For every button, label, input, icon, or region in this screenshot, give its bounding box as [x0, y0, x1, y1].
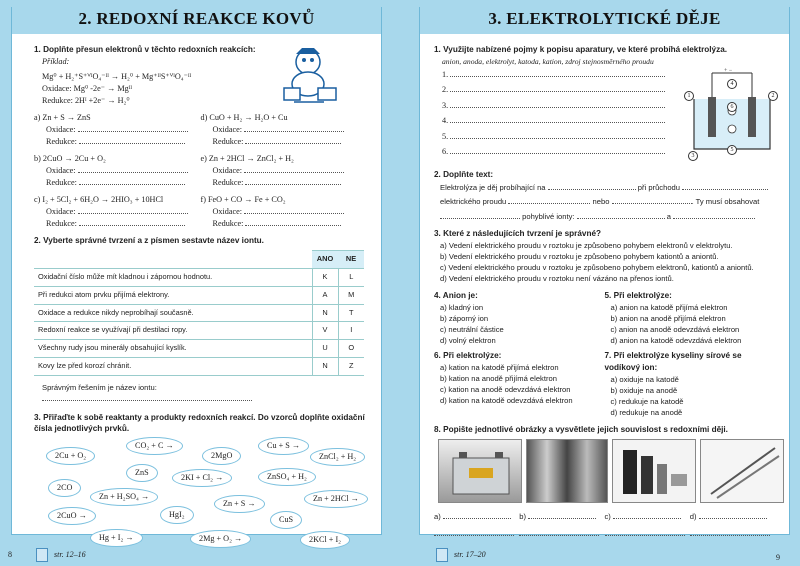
fill-text-part: elektrického proudu: [440, 197, 507, 207]
car-battery-photo: [438, 439, 522, 503]
book-icon: [436, 548, 448, 562]
fill-text-part: . Ty musí obsahovat: [691, 197, 760, 207]
option[interactable]: d) redukuje na anodě: [610, 407, 683, 417]
bubble[interactable]: ZnS: [126, 464, 158, 482]
left-page-title: 2. REDOXNÍ REAKCE KOVŮ: [12, 4, 381, 34]
mascot-illustration: [274, 46, 344, 106]
fill-text: [434, 181, 775, 224]
answer-line[interactable]: [78, 172, 188, 173]
answer-line[interactable]: [244, 172, 344, 173]
radiator-photo: [526, 439, 608, 503]
answer-line[interactable]: [450, 76, 665, 77]
reduction-label: Redukce:: [46, 218, 77, 228]
photo-answer-row-2: [434, 528, 775, 539]
option[interactable]: b) záporný ion: [440, 313, 489, 323]
reduction-label: Redukce:: [212, 218, 244, 228]
electrolysis-diagram: [684, 67, 780, 163]
photo-label: c): [604, 511, 611, 521]
option[interactable]: a) Vedení elektrického proudu v roztoku je způsobeno pohybem elektronů v elektrolytu.: [440, 240, 733, 250]
bubble[interactable]: 2CuO →: [48, 507, 96, 525]
fill-text-part: pohyblivé ionty:: [522, 211, 575, 221]
right-page-number: 9: [776, 553, 780, 562]
answer-line[interactable]: [450, 138, 665, 139]
left-page-ref: str. 12–16: [54, 549, 86, 559]
page-gutter: [395, 7, 407, 535]
reduction-label: Redukce:: [212, 177, 244, 187]
answer-line[interactable]: [605, 535, 685, 536]
bubble[interactable]: ZnSO₄ + H₂: [258, 468, 316, 486]
reaction-equation: c) I₂ + 5Cl₂ + 6H₂O → 2HIO₃ + 10HCl: [34, 194, 164, 204]
reaction-b: [34, 153, 201, 189]
line-num: 3.: [442, 100, 449, 110]
reaction-d: [201, 112, 368, 148]
left-footer: [8, 548, 86, 562]
answer-line[interactable]: [577, 218, 665, 219]
option[interactable]: d) anion na katodě odevzdává elektron: [610, 335, 742, 345]
line-num: 5.: [442, 131, 449, 141]
reaction-f: [201, 194, 368, 230]
reaction-c: [34, 194, 201, 230]
option[interactable]: d) kation na katodě odevzdává elektron: [440, 395, 573, 405]
fill-text-part: nebo: [592, 197, 610, 207]
reaction-col-left: [34, 112, 201, 229]
oxidation-label: Oxidace:: [46, 166, 76, 176]
svg-text:+ −: + −: [724, 67, 733, 74]
photo-strip: [434, 439, 775, 505]
answer-line[interactable]: [245, 143, 341, 144]
yes-header: ANO: [312, 251, 338, 269]
reduction-label: Redukce:: [46, 137, 77, 147]
bubble[interactable]: Zn + 2HCl →: [304, 490, 368, 508]
fill-text-part: při průchodu: [637, 182, 680, 192]
answer-line[interactable]: [79, 184, 185, 185]
line-num: 6.: [442, 147, 449, 157]
answer-line[interactable]: [690, 535, 770, 536]
answer-line[interactable]: [440, 218, 520, 219]
bubble[interactable]: Hg + I₂ →: [90, 529, 143, 547]
q2-heading: 2. Vyberte správné tvrzení a z písmen sestavte název iontu.: [34, 236, 264, 246]
line-num: 2.: [442, 85, 449, 95]
example-reduction: Redukce: 2Hᴵ +2e⁻ → H₂⁰: [42, 95, 130, 105]
reaction-equation: a) Zn + S → ZnS: [34, 113, 91, 123]
q6-heading: 6. Při elektrolýze:: [434, 350, 502, 360]
batteries-photo: [612, 439, 696, 503]
terms-list: anion, anoda, elektrolyt, katoda, kation, zdroj stejnosměrného proudu: [442, 56, 654, 66]
reduction-label: Redukce:: [46, 177, 77, 187]
answer-line[interactable]: [443, 518, 511, 519]
option[interactable]: c) redukuje na katodě: [610, 396, 684, 406]
yes-no-table: [34, 250, 364, 375]
table-row: Redoxní reakce se využívají při destilaci ropy. V I: [34, 322, 364, 340]
right-footer: [436, 548, 486, 562]
answer-line[interactable]: [548, 189, 636, 190]
r-q2-heading: 2. Doplňte text:: [434, 169, 494, 179]
answer-line[interactable]: [450, 107, 665, 108]
bubble[interactable]: Zn + S →: [214, 495, 265, 513]
reaction-a: [34, 112, 201, 148]
answer-line[interactable]: [450, 153, 665, 154]
q7-heading: 7. Při elektrolýze kyseliny sírové se vodíkový ion:: [604, 350, 742, 372]
reaction-equation: f) FeO + CO → Fe + CO₂: [200, 194, 286, 204]
diagram-label: 1: [684, 91, 694, 101]
q5-heading: 5. Při elektrolýze:: [604, 290, 672, 300]
no-header: NE: [338, 251, 364, 269]
reaction-e: [201, 153, 368, 189]
answer-line[interactable]: [245, 184, 341, 185]
right-page: [419, 7, 790, 535]
right-page-ref: str. 17–20: [454, 549, 486, 559]
line-num: 1.: [442, 69, 449, 79]
diagram-label: 2: [768, 91, 778, 101]
reaction-equation: d) CuO + H₂ → H₂O + Cu: [200, 113, 288, 123]
reaction-equation: b) 2CuO → 2Cu + O₂: [34, 154, 106, 164]
oxidation-label: Oxidace:: [46, 206, 76, 216]
book-icon: [36, 548, 48, 562]
option[interactable]: c) anion na anodě odevzdává elektron: [610, 324, 740, 334]
option[interactable]: b) Vedení elektrického proudu v roztoku je způsobeno pohybem kationtů a aniontů.: [440, 251, 719, 261]
example-label: Příklad:: [42, 56, 70, 66]
example-oxidation: Oxidace: Mg⁰ -2e⁻ → Mgᴵᴵ: [42, 83, 133, 93]
table-row: Kovy lze před korozí chránit. N Z: [34, 357, 364, 375]
option[interactable]: c) kation na anodě odevzdává elektron: [440, 384, 571, 394]
option[interactable]: b) anion na anodě přijímá elektron: [610, 313, 726, 323]
answer-line[interactable]: [244, 131, 344, 132]
q4-q5-row: [434, 290, 775, 346]
bubble[interactable]: CuS: [270, 511, 302, 529]
reduction-label: Redukce:: [212, 137, 244, 147]
option[interactable]: b) kation na anodě přijímá elektron: [440, 373, 557, 383]
table-row: Při redukci atom prvku přijímá elektrony. A M: [34, 286, 364, 304]
table-row: Všechny rudy jsou minerály obsahující kyslík. U O: [34, 340, 364, 358]
answer-line[interactable]: [245, 225, 341, 226]
answer-line[interactable]: [434, 535, 514, 536]
answer-line[interactable]: [673, 218, 755, 219]
reaction-col-right: [201, 112, 368, 229]
bubble[interactable]: 2KCl + I₂: [300, 531, 350, 549]
reaction-equation: e) Zn + 2HCl → ZnCl₂ + H₂: [200, 154, 294, 164]
oxidation-label: Oxidace:: [212, 206, 243, 216]
bubble[interactable]: 2Cu + O₂: [46, 447, 95, 465]
answer-line[interactable]: [613, 518, 681, 519]
table-row: Oxidační číslo může mít kladnou i zápornou hodnotu. K L: [34, 269, 364, 287]
right-page-title: 3. ELEKTROLYTICKÉ DĚJE: [420, 4, 789, 34]
bubble[interactable]: Zn + H₂SO₄ →: [90, 488, 158, 506]
left-page-number: 8: [8, 549, 12, 559]
photo-label: d): [689, 511, 697, 521]
answer-line[interactable]: [528, 518, 596, 519]
left-page: [11, 7, 382, 545]
answer-line[interactable]: [682, 189, 768, 190]
option[interactable]: a) kladný ion: [440, 302, 484, 312]
option[interactable]: d) volný elektron: [440, 335, 496, 345]
bubble[interactable]: HgI₂: [160, 506, 194, 524]
bubble[interactable]: 2CO: [48, 479, 81, 497]
photo-answer-row: [434, 511, 775, 522]
fill-text-part: a: [666, 211, 671, 221]
answer-line[interactable]: [450, 122, 665, 123]
apparatus-block: [434, 67, 775, 163]
answer-line[interactable]: [78, 131, 188, 132]
diagram-label: 5: [727, 145, 737, 155]
photo-label: a): [434, 511, 441, 521]
answer-line[interactable]: [450, 91, 665, 92]
option[interactable]: c) neutrální částice: [440, 324, 504, 334]
bubble[interactable]: 2MgO: [202, 447, 241, 465]
q3-options: [434, 240, 775, 284]
answer-line[interactable]: [612, 203, 692, 204]
answer-line[interactable]: [519, 535, 599, 536]
answer-line[interactable]: [79, 225, 185, 226]
oxidation-label: Oxidace:: [46, 125, 76, 135]
oxidation-label: Oxidace:: [212, 166, 243, 176]
r-q1-heading: 1. Využijte nabízené pojmy k popisu aparatury, ve které probíhá elektrolýza.: [434, 45, 728, 54]
q8-heading: 8. Popište jednotlivé obrázky a vysvětlete jejich souvislost s redoxními ději.: [434, 424, 728, 434]
reaction-grid: [34, 112, 367, 229]
option[interactable]: a) oxiduje na katodě: [610, 374, 679, 384]
q4-heading: 4. Anion je:: [434, 290, 478, 300]
q1-heading: 1. Doplňte přesun elektronů v těchto redoxních reakcích:: [34, 45, 256, 54]
option[interactable]: a) anion na katodě přijímá elektron: [610, 302, 728, 312]
nails-photo: [700, 439, 784, 503]
option[interactable]: d) Vedení elektrického proudu v roztoku není vázáno na přenos iontů.: [440, 273, 674, 283]
q3-heading: 3. Přiřaďte k sobě reaktanty a produkty redoxních reakcí. Do vzorců doplňte oxidační čísla jednotlivých prvků.: [34, 412, 365, 434]
answer-line[interactable]: [78, 213, 188, 214]
ion-answer-label: Správným řešením je název iontu:: [42, 382, 157, 392]
fill-text-part: Elektrolýza je děj probíhající na: [440, 182, 546, 192]
answer-line[interactable]: [699, 518, 767, 519]
r-q3-heading: 3. Které z následujících tvrzení je správné?: [434, 229, 601, 239]
answer-line[interactable]: [244, 213, 344, 214]
answer-line[interactable]: [79, 143, 185, 144]
line-num: 4.: [442, 116, 449, 126]
option[interactable]: c) Vedení elektrického proudu v roztoku je způsobeno pohybem elektronů, kationtů a aniontů.: [440, 262, 754, 272]
diagram-label: 6: [727, 102, 737, 112]
q6-q7-row: [434, 350, 775, 418]
option[interactable]: a) kation na katodě přijímá elektron: [440, 362, 559, 372]
diagram-label: 4: [727, 79, 737, 89]
numbered-lines: [442, 69, 682, 162]
bubble[interactable]: 2KI + Cl₂ →: [172, 469, 232, 487]
bubble[interactable]: 2Mg + O₂ →: [190, 530, 251, 548]
answer-line[interactable]: [508, 203, 590, 204]
example-equation: Mg⁰ + H₂⁺S⁺ⱽᴵO₄⁻ᴵᴵ → H₂⁰ + Mg⁺ᴵᴵS⁺ⱽᴵO₄⁻ᴵᴵ: [42, 71, 192, 81]
diagram-label: 3: [688, 151, 698, 161]
oxidation-label: Oxidace:: [212, 125, 243, 135]
bubble-area: [34, 435, 367, 555]
bubble[interactable]: CO₂ + C →: [126, 437, 183, 455]
ion-answer-line[interactable]: [42, 400, 252, 401]
option[interactable]: b) oxiduje na anodě: [610, 385, 678, 395]
bubble[interactable]: Cu + S →: [258, 437, 309, 455]
bubble[interactable]: ZnCl₂ + H₂: [310, 448, 365, 466]
photo-label: b): [519, 511, 527, 521]
table-row: Oxidace a redukce nikdy neprobíhají současně. N T: [34, 304, 364, 322]
